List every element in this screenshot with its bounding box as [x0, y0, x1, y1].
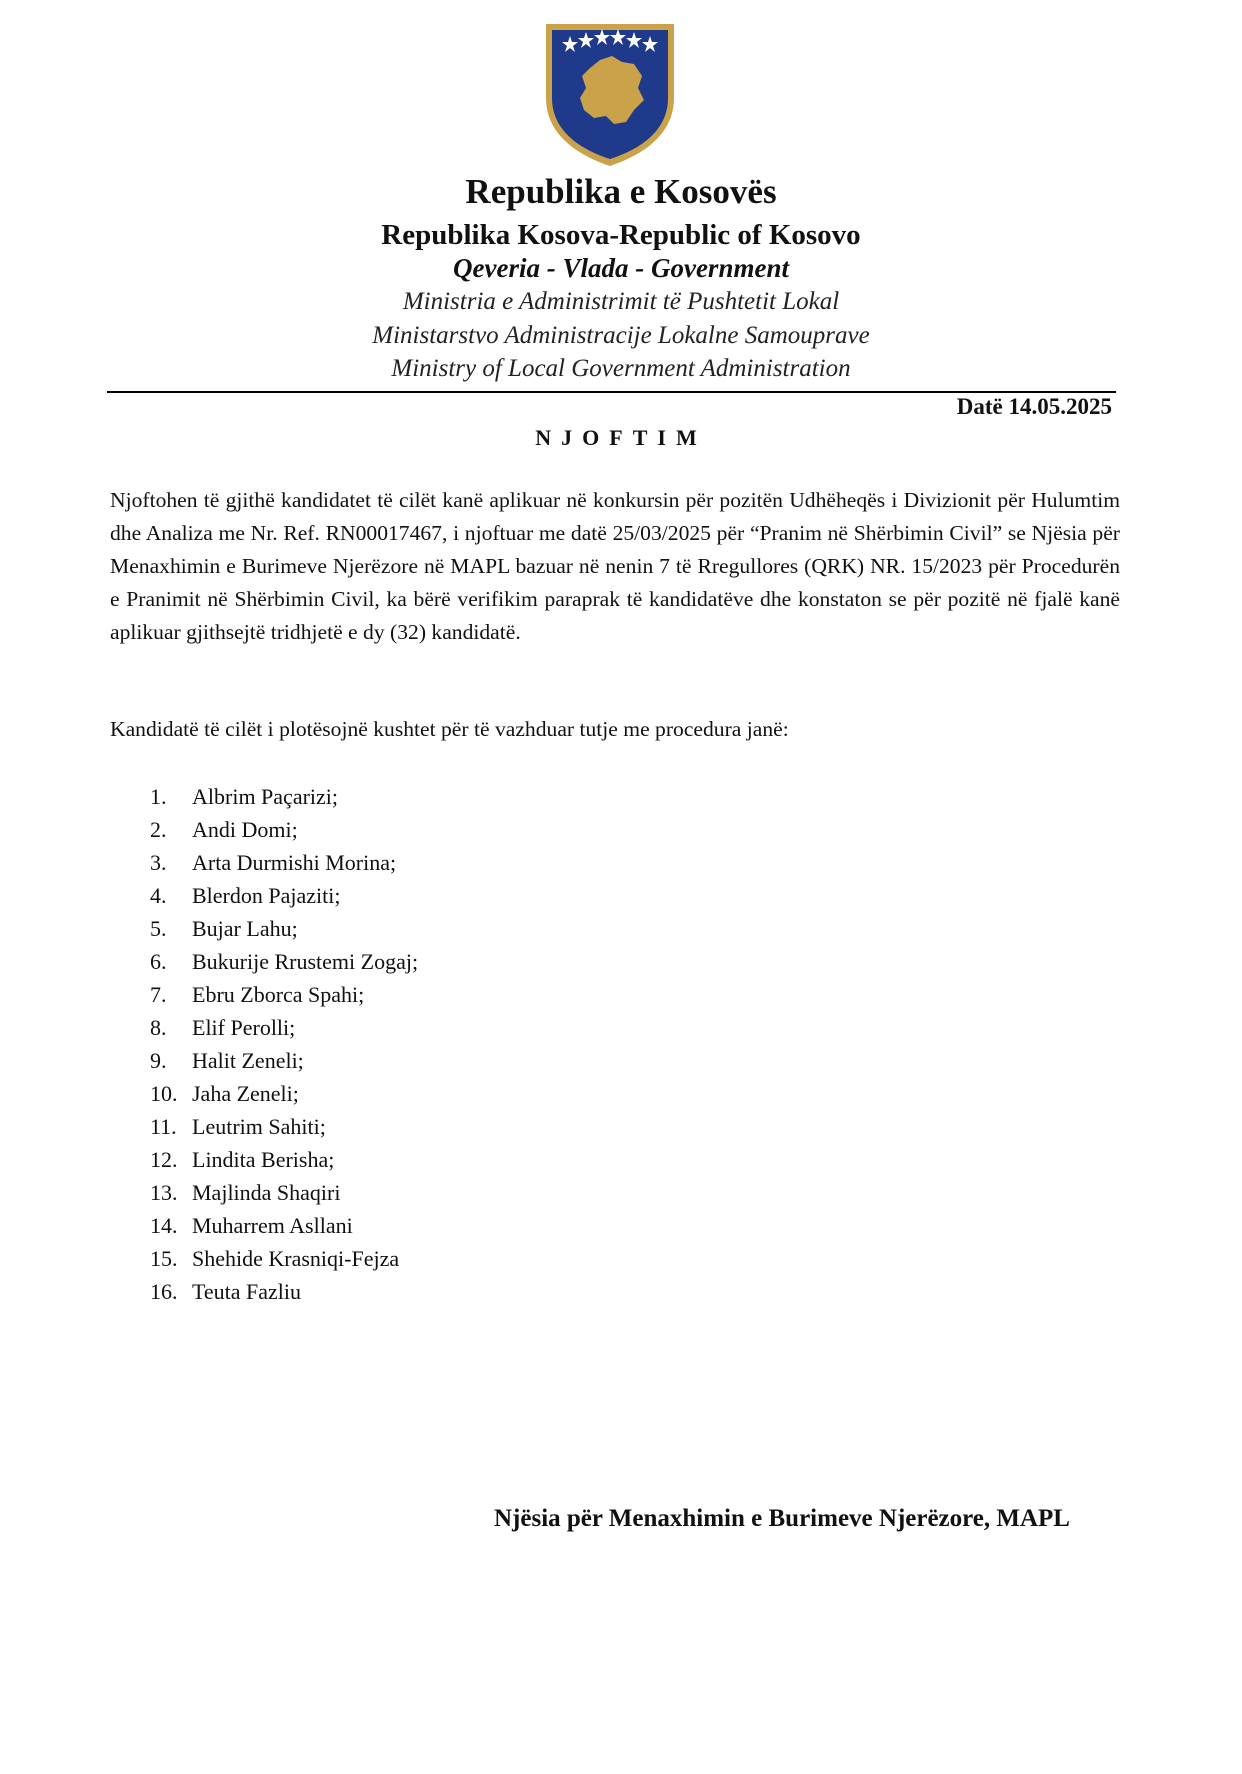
candidate-item: [150, 1143, 418, 1176]
candidate-number: 11.: [150, 1114, 177, 1139]
country-subtitle: Republika Kosova-Republic of Kosovo: [381, 219, 861, 251]
candidate-item: [150, 879, 418, 912]
candidate-number: 4.: [150, 883, 167, 908]
ministry-name-albanian: Ministria e Administrimit të Pushtetit Lokal: [402, 288, 840, 315]
candidate-number: 10.: [150, 1081, 178, 1106]
country-title: Republika e Kosovës: [465, 172, 777, 211]
candidates-intro: Kandidatë të cilët i plotësojnë kushtet për të vazhduar tutje me procedura janë:: [110, 717, 789, 741]
notice-body-paragraph: Njoftohen të gjithë kandidatet të cilët kanë aplikuar në konkursin për pozitën Udhëheqës i Divizionit për Hulumtim dhe Analiza me Nr. Ref. RN00017467, i njoftuar me datë 25/03/2025 për “Pranim në Shërbimin Civil” se Njësia për Menaxhimin e Burimeve Njerëzore në MAPL bazuar në nenin 7 të Rregullores (QRK) NR. 15/2023 për Procedurën e Pranimit në Shërbimin Civil, ka bërë verifikim paraprak të kandidatëve dhe konstaton se për pozitë në fjalë kanë aplikuar gjithsejtë tridhjetë e dy (32) kandidatë.: [110, 488, 1120, 644]
candidate-number: 16.: [150, 1279, 178, 1304]
ministry-name-english: Ministry of Local Government Administration: [391, 355, 851, 382]
candidate-item: [150, 1275, 418, 1308]
candidate-number: 3.: [150, 850, 167, 875]
candidate-item: [150, 912, 418, 945]
candidate-number: 13.: [150, 1180, 178, 1205]
candidate-number: 6.: [150, 949, 167, 974]
candidate-item: [150, 1044, 418, 1077]
candidate-item: [150, 846, 418, 879]
candidate-number: 1.: [150, 784, 167, 809]
candidate-name: Shehide Krasniqi-Fejza: [192, 1246, 400, 1271]
government-line: Qeveria - Vlada - Government: [453, 253, 789, 283]
candidate-item: [150, 813, 418, 846]
candidate-number: 15.: [150, 1246, 178, 1271]
candidate-item: [150, 1110, 418, 1143]
candidate-item: [150, 1011, 418, 1044]
candidate-name: Blerdon Pajaziti;: [192, 883, 341, 908]
candidate-name: Ebru Zborca Spahi;: [192, 982, 365, 1007]
candidate-name: Teuta Fazliu: [192, 1279, 302, 1304]
candidate-item: [150, 978, 418, 1011]
kosovo-coat-of-arms-icon: [540, 18, 680, 168]
candidate-item: [150, 1209, 418, 1242]
candidate-number: 12.: [150, 1147, 178, 1172]
candidate-number: 2.: [150, 817, 167, 842]
header-divider: [107, 391, 1116, 393]
candidate-name: Bukurije Rrustemi Zogaj;: [192, 949, 419, 974]
candidate-name: Bujar Lahu;: [192, 916, 298, 941]
candidate-name: Arta Durmishi Morina;: [192, 850, 397, 875]
candidate-name: Elif Perolli;: [192, 1015, 296, 1040]
candidate-list: [150, 780, 418, 1308]
candidate-name: Halit Zeneli;: [192, 1048, 304, 1073]
ministry-name-serbian: Ministarstvo Administracije Lokalne Samouprave: [372, 322, 870, 349]
document-date: Datë 14.05.2025: [956, 394, 1112, 419]
candidate-name: Lindita Berisha;: [192, 1147, 335, 1172]
signature-line: Njësia për Menaxhimin e Burimeve Njerëzore, MAPL: [493, 1505, 1070, 1532]
candidate-item: [150, 1077, 418, 1110]
document-title: NJOFTIM: [535, 425, 707, 450]
candidate-number: 7.: [150, 982, 167, 1007]
candidate-item: [150, 1176, 418, 1209]
candidate-number: 14.: [150, 1213, 178, 1238]
candidate-name: Majlinda Shaqiri: [192, 1180, 341, 1205]
candidate-item: [150, 945, 418, 978]
candidate-item: [150, 780, 418, 813]
candidate-name: Jaha Zeneli;: [192, 1081, 299, 1106]
candidate-name: Andi Domi;: [192, 817, 298, 842]
candidate-name: Albrim Paçarizi;: [192, 784, 339, 809]
candidate-name: Leutrim Sahiti;: [192, 1114, 326, 1139]
candidate-item: [150, 1242, 418, 1275]
candidate-number: 9.: [150, 1048, 167, 1073]
candidate-number: 5.: [150, 916, 167, 941]
candidate-number: 8.: [150, 1015, 167, 1040]
candidate-name: Muharrem Asllani: [192, 1213, 353, 1238]
